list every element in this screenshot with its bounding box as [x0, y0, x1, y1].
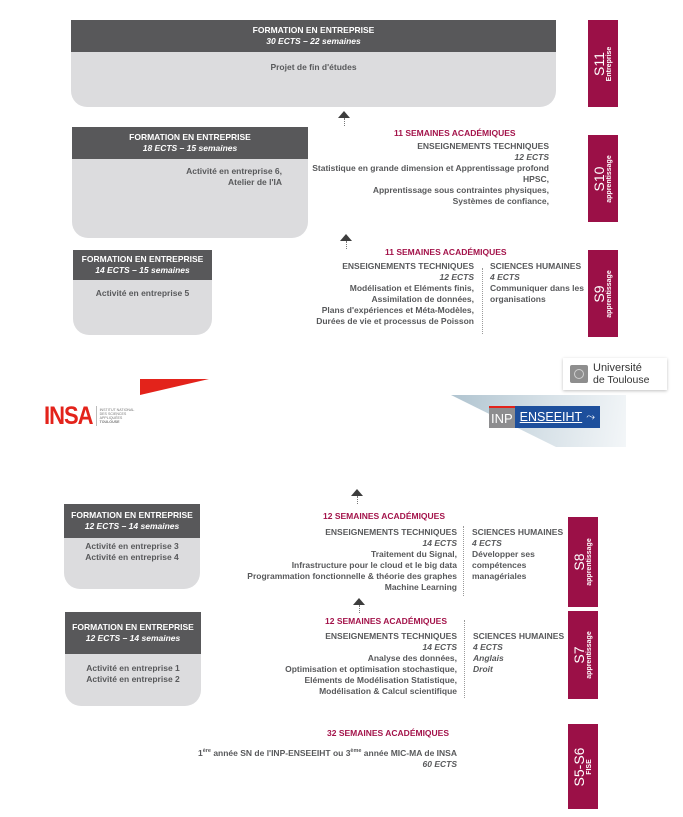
s10-up-arrow-icon [337, 111, 351, 126]
s7-formation-item: Activité en entreprise 1 [86, 663, 180, 673]
s10-formation-header [72, 127, 308, 159]
s8-up-arrow-icon [350, 489, 364, 504]
s7-tech-title: ENSEIGNEMENTS TECHNIQUES [325, 631, 457, 641]
s8-hum-title: SCIENCES HUMAINES [472, 527, 564, 537]
inp-enseeiht-logo [489, 406, 600, 428]
s10-kind: apprentissage [606, 154, 613, 203]
s5s6-text: 1 [197, 747, 203, 758]
s9-column-divider [482, 268, 483, 334]
s8-hum-column [472, 527, 572, 582]
s5s6-academic-weeks: 32 SEMAINES ACADÉMIQUES [327, 728, 450, 738]
s8-formation-header [64, 504, 200, 538]
s7-column-divider [464, 620, 465, 698]
s8-formation-title: FORMATION EN ENTREPRISE [71, 510, 193, 520]
university-seal-icon [570, 365, 588, 383]
s8-formation-box [64, 504, 200, 589]
s8-hum-item: Développer ses [472, 549, 535, 559]
red-wedge-decoration [140, 379, 209, 395]
s7-hum-item: Droit [473, 664, 493, 674]
s7-hum-ects: 4 ECTS [473, 642, 503, 652]
s11-kind: Entreprise [606, 46, 613, 81]
s11-formation-header [71, 20, 556, 52]
s7-tech-column [217, 631, 457, 697]
s7-formation-box [65, 612, 201, 706]
s9-kind: apprentissage [606, 269, 613, 318]
insa-tagline: TOULOUSE [99, 420, 120, 425]
insa-logo-wordmark: INSA [44, 401, 93, 430]
s11-label: S11 [591, 51, 607, 76]
s11-formation-title: FORMATION EN ENTREPRISE [252, 25, 375, 35]
s10-formation-item: Atelier de l'IA [228, 177, 282, 187]
s10-academic-weeks: 11 SEMAINES ACADÉMIQUES [394, 128, 516, 138]
s9-tech-item: Durées de vie et processus de Poisson [316, 316, 474, 326]
s5s6-ects: 60 ECTS [422, 758, 457, 769]
s9-semester-tab [588, 250, 618, 337]
s9-formation-title: FORMATION EN ENTREPRISE [81, 254, 204, 264]
s9-tech-ects: 12 ECTS [439, 272, 474, 282]
s5s6-semester-tab [568, 724, 598, 809]
s8-semester-tab [568, 517, 598, 607]
s8-academic-weeks: 12 SEMAINES ACADÉMIQUES [323, 511, 446, 521]
inp-logo-part: INP [489, 406, 515, 428]
s5s6-text: année SN de l'INP-ENSEEIHT ou 3 [210, 747, 351, 758]
s7-tech-item: Analyse des données, [367, 653, 457, 663]
insa-tagline: DES SCIENCES [99, 411, 127, 416]
s7-tech-ects: 14 ECTS [422, 642, 457, 652]
s10-formation-body [72, 159, 308, 188]
s9-tech-item: Modélisation et Eléments finis, [349, 283, 474, 293]
s8-formation-ects: 12 ECTS – 14 semaines [84, 521, 180, 531]
s9-academic-weeks: 11 SEMAINES ACADÉMIQUES [385, 247, 507, 257]
s7-up-arrow-icon [352, 598, 366, 613]
s7-academic-weeks: 12 SEMAINES ACADÉMIQUES [325, 616, 448, 626]
s7-formation-body [65, 654, 201, 685]
enseeiht-logo-part [515, 406, 600, 428]
insa-tagline: INSTITUT NATIONAL [99, 407, 135, 412]
s10-formation-title: FORMATION EN ENTREPRISE [129, 132, 251, 142]
s8-tech-item: Programmation fonctionnelle & théorie des graphes [247, 571, 457, 581]
s9-up-arrow-icon [339, 234, 353, 249]
s8-kind: apprentissage [586, 538, 593, 586]
s5s6-sup: ème [350, 748, 362, 754]
s8-formation-item: Activité en entreprise 4 [85, 552, 179, 562]
s9-formation-body [73, 280, 212, 299]
s7-label: S7 [571, 646, 587, 664]
enseeiht-figure-icon: ⤳ [586, 411, 595, 423]
s8-hum-ects: 4 ECTS [472, 538, 502, 548]
s11-formation-item: Projet de fin d'études [270, 62, 357, 72]
s7-semester-tab [568, 611, 598, 699]
s9-tech-item: Plans d'expériences et Méta-Modèles, [321, 305, 474, 315]
s8-formation-body [64, 538, 200, 563]
s8-tech-column [217, 527, 457, 593]
s7-formation-item: Activité en entreprise 2 [86, 674, 180, 684]
s8-hum-item: compétences [472, 560, 527, 570]
s9-tech-item: Assimilation de données, [371, 294, 474, 304]
s8-formation-item: Activité en entreprise 3 [85, 541, 179, 551]
s7-formation-header [65, 612, 201, 654]
s7-tech-item: Optimisation et optimisation stochastique, [285, 664, 457, 674]
s11-semester-tab [588, 20, 618, 107]
s11-formation-box [71, 20, 556, 107]
s11-formation-ects: 30 ECTS – 22 semaines [266, 36, 361, 46]
s5s6-text: année MIC-MA de INSA [361, 747, 457, 758]
s7-formation-title: FORMATION EN ENTREPRISE [72, 622, 194, 632]
s10-tech-item: Apprentissage sous contraintes physiques, [372, 185, 549, 195]
s10-tech-ects: 12 ECTS [514, 152, 549, 162]
s10-formation-box [72, 127, 308, 238]
s7-formation-ects: 12 ECTS – 14 semaines [85, 633, 181, 643]
s10-semester-tab [588, 135, 618, 222]
s9-formation-box [73, 250, 212, 335]
s7-hum-item: Anglais [473, 653, 504, 663]
s9-hum-column [490, 261, 590, 305]
s10-formation-item: Activité en entreprise 6, [186, 166, 282, 176]
s7-kind: apprentissage [586, 631, 593, 679]
s8-tech-item: Traitement du Signal, [371, 549, 457, 559]
s9-hum-ects: 4 ECTS [490, 272, 520, 282]
insa-tagline: APPLIQUÉES [99, 416, 123, 420]
s8-hum-item: managériales [472, 571, 527, 581]
s7-tech-item: Eléments de Modélisation Statistique, [304, 675, 457, 685]
s8-tech-item: Machine Learning [384, 582, 457, 592]
s9-hum-title: SCIENCES HUMAINES [490, 261, 582, 271]
s9-label: S9 [591, 284, 607, 303]
s8-column-divider [463, 526, 464, 596]
s10-formation-ects: 18 ECTS – 15 semaines [142, 143, 238, 153]
s5s6-description [157, 746, 457, 770]
s10-tech-item: HPSC, [523, 174, 549, 184]
s11-formation-body [71, 52, 556, 73]
university-name-line1: Université [593, 362, 642, 374]
s8-tech-item: Infrastructure pour le cloud et le big data [291, 560, 457, 570]
s7-hum-title: SCIENCES HUMAINES [473, 631, 565, 641]
university-name-line2: de Toulouse [593, 374, 650, 386]
s8-tech-title: ENSEIGNEMENTS TECHNIQUES [325, 527, 457, 537]
s10-tech-item: Systèmes de confiance, [452, 196, 549, 206]
s7-hum-column [473, 631, 573, 675]
s10-tech-item: Statistique en grande dimension et Apprentissage profond [312, 163, 549, 173]
s5s6-sup: ère [202, 748, 211, 754]
s5s6-label: S5-S6 [571, 747, 587, 786]
s8-tech-ects: 14 ECTS [422, 538, 457, 548]
universite-toulouse-logo [563, 358, 667, 390]
s9-hum-item: Communiquer dans les [490, 283, 584, 293]
s5s6-programme-line [157, 746, 457, 759]
s9-formation-ects: 14 ECTS – 15 semaines [95, 265, 190, 275]
s10-label: S10 [591, 166, 607, 191]
insa-logo [44, 403, 134, 429]
enseeiht-wordmark: ENSEEIHT [519, 410, 583, 424]
s9-hum-item: organisations [490, 294, 546, 304]
s9-formation-item: Activité en entreprise 5 [95, 288, 190, 298]
s10-tech-column [289, 141, 549, 207]
s5s6-kind: FISE [586, 758, 593, 775]
s9-formation-header [73, 250, 212, 280]
s9-tech-column [254, 261, 474, 327]
s9-tech-title: ENSEIGNEMENTS TECHNIQUES [342, 261, 474, 271]
s8-label: S8 [571, 553, 587, 571]
s7-tech-item: Modélisation & Calcul scientifique [319, 686, 457, 696]
s10-tech-title: ENSEIGNEMENTS TECHNIQUES [417, 141, 549, 151]
